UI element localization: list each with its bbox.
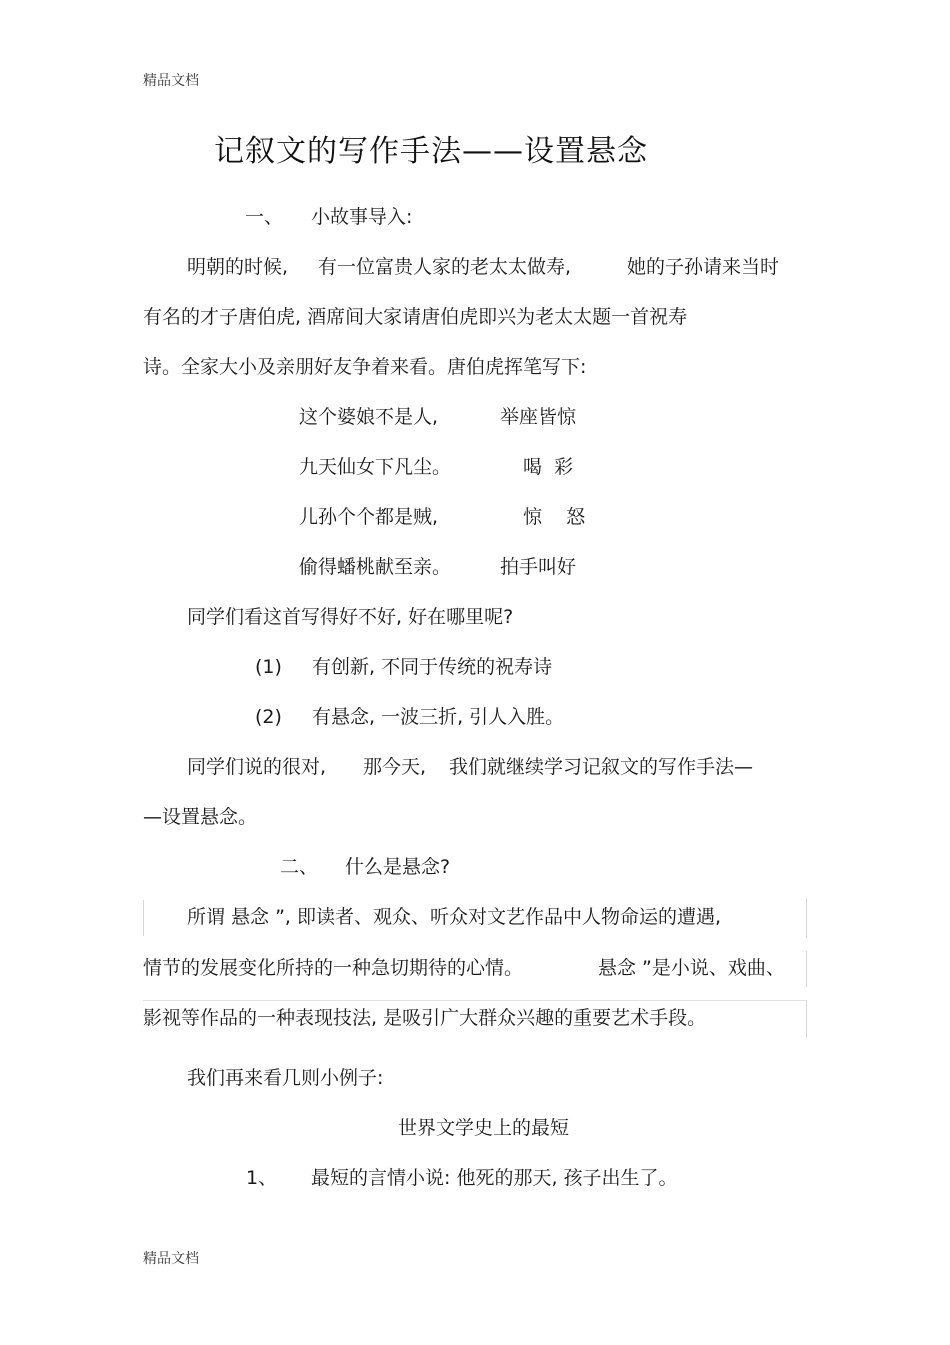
- transition-line1-b: 那今天,: [363, 756, 427, 778]
- definition-line2-b: 悬念 ”是小说、戏曲、: [598, 957, 785, 979]
- answer-1-text: 有创新, 不同于传统的祝寿诗: [312, 656, 553, 678]
- example1-text: 最短的言情小说: 他死的那天, 孩子出生了。: [311, 1167, 678, 1189]
- story-line1-c: 她的子孙请来当时: [627, 256, 780, 278]
- definition-line2-a: 情节的发展变化所持的一种急切期待的心情。: [143, 957, 524, 979]
- definition-box-edge-3: [806, 1000, 807, 1038]
- poem-reaction-4: 拍手叫好: [500, 556, 577, 578]
- page-footer: 精品文档: [143, 1251, 199, 1267]
- examples-heading: 世界文学史上的最短: [398, 1117, 570, 1139]
- poem-verse-3: 儿孙个个都是贼,: [299, 506, 439, 528]
- definition-box-rule: [143, 1000, 806, 1001]
- poem-verse-4: 偷得蟠桃献至亲。: [299, 556, 452, 578]
- definition-box-edge-left: [143, 900, 144, 936]
- poem-reaction-1: 举座皆惊: [500, 406, 577, 428]
- section2-number: 二、: [280, 856, 319, 878]
- definition-line1: 所谓 悬念 ”, 即读者、观众、听众对文艺作品中人物命运的遭遇,: [187, 906, 722, 928]
- transition-line2: —设置悬念。: [143, 806, 258, 828]
- poem-verse-1: 这个婆娘不是人,: [299, 406, 439, 428]
- definition-line3: 影视等作品的一种表现技法, 是吸引广大群众兴趣的重要艺术手段。: [143, 1007, 707, 1029]
- answer-2-text: 有悬念, 一波三折, 引人入胜。: [312, 706, 565, 728]
- transition-line1-c: 我们就继续学习记叙文的写作手法—: [449, 756, 754, 778]
- story-line2: 有名的才子唐伯虎, 酒席间大家请唐伯虎即兴为老太太题一首祝寿: [143, 306, 688, 328]
- definition-box-edge-1: [806, 898, 807, 938]
- examples-intro: 我们再来看几则小例子:: [187, 1067, 384, 1089]
- question-text: 同学们看这首写得好不好, 好在哪里呢?: [187, 606, 514, 628]
- definition-box-edge-2: [806, 951, 807, 987]
- story-line1-b: 有一位富贵人家的老太太做寿,: [318, 256, 572, 278]
- answer-1-number: (1): [255, 656, 282, 678]
- poem-reaction-3: 惊 怒: [523, 506, 586, 528]
- page-title: 记叙文的写作手法——设置悬念: [214, 134, 648, 169]
- poem-verse-2: 九天仙女下凡尘。: [299, 456, 452, 478]
- story-line3: 诗。全家大小及亲朋好友争着来看。唐伯虎挥笔写下:: [143, 356, 587, 378]
- section2-heading: 什么是悬念?: [345, 856, 451, 878]
- section1-heading: 小故事导入:: [311, 206, 413, 228]
- story-line1-a: 明朝的时候,: [187, 256, 289, 278]
- section1-number: 一、: [245, 206, 284, 228]
- page-header: 精品文档: [143, 73, 199, 89]
- example1-number: 1、: [246, 1167, 278, 1189]
- poem-reaction-2: 喝 彩: [523, 456, 574, 478]
- answer-2-number: (2): [255, 706, 282, 728]
- transition-line1-a: 同学们说的很对,: [187, 756, 327, 778]
